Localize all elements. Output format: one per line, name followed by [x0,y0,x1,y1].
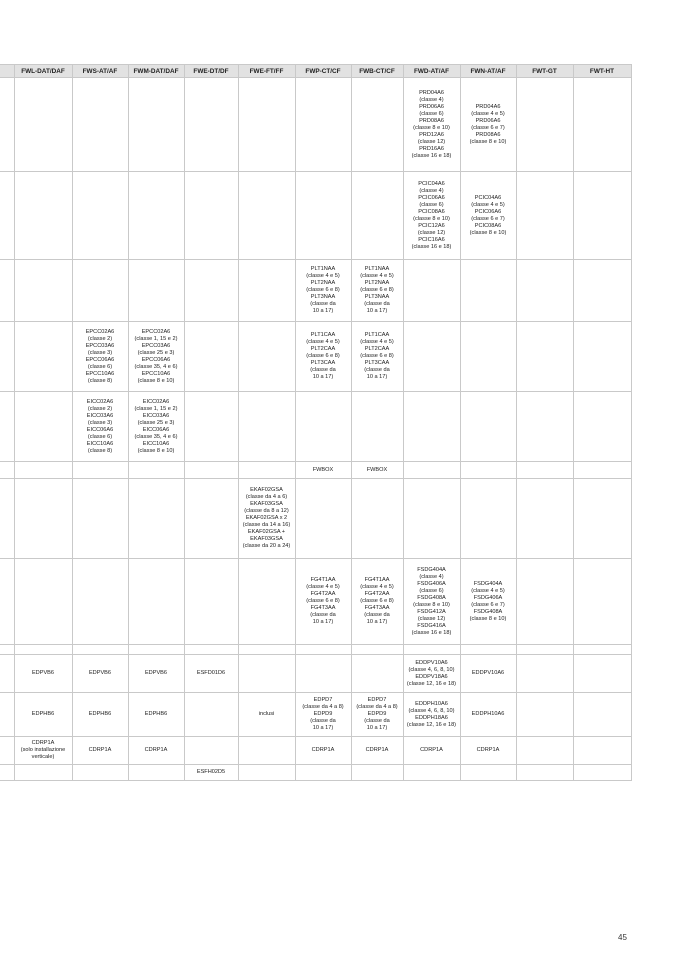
table-cell [0,693,14,737]
table-cell [72,693,128,737]
table-cell [295,479,351,559]
table-cell [403,645,460,655]
cell-text: PLT1NAA (classe 4 e 5) PLT2NAA (classe 6 e 8) PLT3NAA (classe da 10 a 17) [306,266,340,314]
table-cell [351,765,403,781]
table-cell [351,260,403,322]
table-cell [516,479,573,559]
table-row [0,322,631,392]
header-row [0,65,631,78]
table-cell [403,693,460,737]
table-cell [238,172,295,260]
cell-text: FSDG404A (classe 4) FSDG406A (classe 6) FSDG408A (classe 8 e 10) FSDG412A (classe 12) FSDG416A (classe 16 e 18) [411,566,452,636]
table-cell [14,693,72,737]
table-cell [184,645,238,655]
table-cell [516,172,573,260]
table-cell [128,655,184,693]
table-cell [516,765,573,781]
table-cell [460,737,516,765]
table-cell [0,655,14,693]
table-cell [0,462,14,479]
cell-text: EDPVB6 [88,670,112,676]
cell-text: EDPVB6 [144,670,168,676]
table-cell [516,645,573,655]
cell-text: CDRP1A [476,747,500,753]
cell-text: EDPHB6 [31,711,55,717]
table-cell [403,765,460,781]
table-cell [128,737,184,765]
table-cell [403,655,460,693]
table-cell [72,655,128,693]
cell-text: CDRP1A [311,747,335,753]
cell-text: EDPHB6 [88,711,112,717]
table-cell [238,392,295,462]
table-cell [295,78,351,172]
cell-text: PLT1NAA (classe 4 e 5) PLT2NAA (classe 6 e 8) PLT3NAA (classe da 10 a 17) [360,266,394,314]
table-cell [573,78,631,172]
table-cell [238,559,295,645]
table-cell [128,462,184,479]
table-cell [14,392,72,462]
table-cell [351,322,403,392]
table-cell [184,765,238,781]
table-cell [516,392,573,462]
table-cell [238,737,295,765]
table-cell [351,172,403,260]
table-cell [0,322,14,392]
table-cell [128,322,184,392]
table-cell [573,737,631,765]
table-cell [238,479,295,559]
table-cell [72,645,128,655]
table-cell [516,322,573,392]
table-cell [14,645,72,655]
table-cell [573,260,631,322]
cell-text: FWBOX [366,466,388,473]
table-cell [403,479,460,559]
table-cell [128,392,184,462]
table-row [0,737,631,765]
header-cell-blank [0,65,14,78]
table-cell [460,559,516,645]
table-cell [403,737,460,765]
table-cell [516,655,573,693]
cell-text: EDPHB6 [144,711,168,717]
cell-text: CDRP1A (solo installazione verticale) [20,740,66,760]
table-cell [14,260,72,322]
table-cell [460,655,516,693]
table-cell [403,322,460,392]
table-cell [0,645,14,655]
table-cell [403,172,460,260]
table-cell [128,645,184,655]
table-cell [184,693,238,737]
table-cell [184,559,238,645]
table-cell [573,479,631,559]
table-cell [351,559,403,645]
table-row [0,78,631,172]
cell-text: CDRP1A [365,747,389,753]
table-row [0,260,631,322]
table-cell [351,693,403,737]
table-cell [516,559,573,645]
table-cell [238,260,295,322]
table-cell [573,655,631,693]
cell-text: FSDG404A (classe 4 e 5) FSDG406A (classe 6 e 7) FSDG408A (classe 8 e 10) [469,580,507,622]
table-row [0,645,631,655]
table-cell [351,479,403,559]
table-cell [14,479,72,559]
table-cell [351,462,403,479]
table-cell [184,479,238,559]
table-cell [351,78,403,172]
column-header: FWL-DAT/DAF [14,65,72,78]
table-row [0,655,631,693]
table-cell [0,260,14,322]
table-cell [238,693,295,737]
cell-text: PCIC04A6 (classe 4 e 5) PCIC06A6 (classe 6 e 7) PCIC08A6 (classe 8 e 10) [469,194,507,236]
table-cell [14,559,72,645]
table-cell [460,479,516,559]
table-cell [14,655,72,693]
cell-text: PLT1CAA (classe 4 e 5) PLT2CAA (classe 6 e 8) PLT3CAA (classe da 10 a 17) [360,332,394,380]
column-header: FWS-AT/AF [72,65,128,78]
table-cell [295,737,351,765]
page-number: 45 [618,933,627,942]
table-row [0,765,631,781]
table-cell [14,172,72,260]
cell-text: inclusi [258,711,275,717]
table-row [0,559,631,645]
table-cell [72,737,128,765]
table-cell [238,462,295,479]
table-cell [460,260,516,322]
cell-text: FWBOX [312,466,334,473]
table-cell [460,78,516,172]
table-cell [351,737,403,765]
table-cell [403,260,460,322]
table-cell [460,765,516,781]
table-cell [516,260,573,322]
table-cell [72,479,128,559]
table-cell [238,655,295,693]
table-row [0,462,631,479]
column-header: FWP-CT/CF [295,65,351,78]
table-cell [460,645,516,655]
table-cell [128,260,184,322]
column-header: FWE-FT/FF [238,65,295,78]
table-cell [14,462,72,479]
cell-text: EPCC02A6 (classe 2) EPCC03A6 (classe 3) EPCC06A6 (classe 6) EPCC10A6 (classe 8) [85,328,115,384]
table-cell [184,322,238,392]
table-cell [351,392,403,462]
table-cell [128,78,184,172]
table-cell [295,172,351,260]
table-row [0,392,631,462]
cell-text: FG4T1AA (classe 4 e 5) FG4T2AA (classe 6 e 8) FG4T3AA (classe da 10 a 17) [306,577,340,625]
table-cell [516,78,573,172]
cell-text: FG4T1AA (classe 4 e 5) FG4T2AA (classe 6 e 8) FG4T3AA (classe da 10 a 17) [360,577,394,625]
table-cell [573,462,631,479]
table-cell [184,78,238,172]
table-cell [238,78,295,172]
table-cell [128,559,184,645]
cell-text: EDDPV10A6 [471,670,505,676]
cell-text: EICC02A6 (classe 2) EICC03A6 (classe 3) EICC06A6 (classe 6) EICC10A6 (classe 8) [86,398,114,454]
cell-text: EDPVB6 [31,670,55,676]
table-cell [460,462,516,479]
table-cell [72,765,128,781]
table-cell [403,392,460,462]
cell-text: EDDPV10A6 (classe 4, 6, 8, 10) EDDPV18A6 (classe 12, 16 e 18) [406,659,457,687]
column-header: FWT-GT [516,65,573,78]
table-cell [14,737,72,765]
cell-text: PLT1CAA (classe 4 e 5) PLT2CAA (classe 6 e 8) PLT3CAA (classe da 10 a 17) [306,332,340,380]
table-cell [516,737,573,765]
table-cell [184,737,238,765]
table-cell [351,655,403,693]
table-cell [295,765,351,781]
table-cell [14,322,72,392]
table-cell [128,479,184,559]
table-cell [295,322,351,392]
table-cell [72,462,128,479]
cell-text: ESFD01D6 [196,670,226,676]
cell-text: EDDPH10A6 (classe 4, 6, 8, 10) EDDPH18A6 (classe 12, 16 e 18) [406,700,457,728]
table-cell [295,392,351,462]
table-cell [403,462,460,479]
table-cell [14,765,72,781]
table-cell [72,260,128,322]
table-cell [516,693,573,737]
table-cell [403,559,460,645]
table-cell [72,559,128,645]
cell-text: PRD04A6 (classe 4) PRD06A6 (classe 6) PRD08A6 (classe 8 e 10) PRD12A6 (classe 12) PRD16A6 (classe 16 e 18) [411,89,452,159]
table-cell [460,392,516,462]
table-cell [295,655,351,693]
table-cell [295,260,351,322]
table-cell [72,172,128,260]
table-cell [128,765,184,781]
table-cell [403,78,460,172]
table-cell [184,260,238,322]
table-cell [573,392,631,462]
table-cell [0,479,14,559]
table-cell [238,765,295,781]
table-cell [573,172,631,260]
table-cell [238,645,295,655]
column-header: FWT-HT [573,65,631,78]
table-cell [184,655,238,693]
table-cell [72,78,128,172]
cell-text: CDRP1A [420,747,443,753]
table-cell [295,645,351,655]
table-cell [573,322,631,392]
table-cell [460,322,516,392]
cell-text: EDDPH10A6 [471,711,505,717]
cell-text: CDRP1A [88,747,112,753]
table-cell [460,693,516,737]
cell-text: PRD04A6 (classe 4 e 5) PRD06A6 (classe 6 e 7) PRD08A6 (classe 8 e 10) [469,103,507,145]
table-header [0,65,631,78]
table-cell [0,392,14,462]
column-header: FWE-DT/DF [184,65,238,78]
column-header: FWD-AT/AF [403,65,460,78]
table-cell [0,765,14,781]
cell-text: ESFH02D5 [196,769,226,775]
table-cell [0,559,14,645]
table-cell [0,737,14,765]
cell-text: EDPD7 (classe da 4 a 8) EDPD9 (classe da 10 a 17) [356,697,398,731]
table-cell [184,172,238,260]
table-cell [184,462,238,479]
table-cell [516,462,573,479]
accessories-table [0,64,632,781]
cell-text: EKAF02GSA (classe da 4 a 6) EKAF03GSA (classe da 8 a 12) EKAF02GSA x 2 (classe da 14 a 16) EKAF02GSA + EKAF03GSA (classe da 20 a 24) [242,487,291,549]
cell-text: PCIC04A6 (classe 4) PCIC06A6 (classe 6) PCIC08A6 (classe 8 e 10) PCIC12A6 (classe 12) PCIC16A6 (classe 16 e 18) [411,180,452,250]
table-cell [460,172,516,260]
table-cell [14,78,72,172]
table-cell [295,693,351,737]
cell-text: CDRP1A [144,747,168,753]
column-header: FWN-AT/AF [460,65,516,78]
table-row [0,172,631,260]
cell-text: EDPD7 (classe da 4 a 8) EDPD9 (classe da 10 a 17) [302,697,344,731]
table-cell [128,693,184,737]
cell-text: EPCC02A6 (classe 1, 15 e 2) EPCC03A6 (classe 25 e 3) EPCC06A6 (classe 35, 4 e 6) EPCC10A6 (classe 8 e 10) [134,328,178,384]
table-row [0,479,631,559]
table-cell [351,645,403,655]
table-cell [295,462,351,479]
table-cell [72,322,128,392]
table-cell [573,559,631,645]
table-cell [184,392,238,462]
column-header: FWM-DAT/DAF [128,65,184,78]
table-cell [573,693,631,737]
table-body [0,78,631,781]
table-cell [0,172,14,260]
table-cell [238,322,295,392]
column-header: FWB-CT/CF [351,65,403,78]
table-cell [295,559,351,645]
table-cell [128,172,184,260]
table-cell [72,392,128,462]
table-row [0,693,631,737]
table-cell [0,78,14,172]
table-cell [573,645,631,655]
table-cell [573,765,631,781]
cell-text: EICC02A6 (classe 1, 15 e 2) EICC03A6 (classe 25 e 3) EICC06A6 (classe 35, 4 e 6) EICC10A6 (classe 8 e 10) [134,398,178,454]
